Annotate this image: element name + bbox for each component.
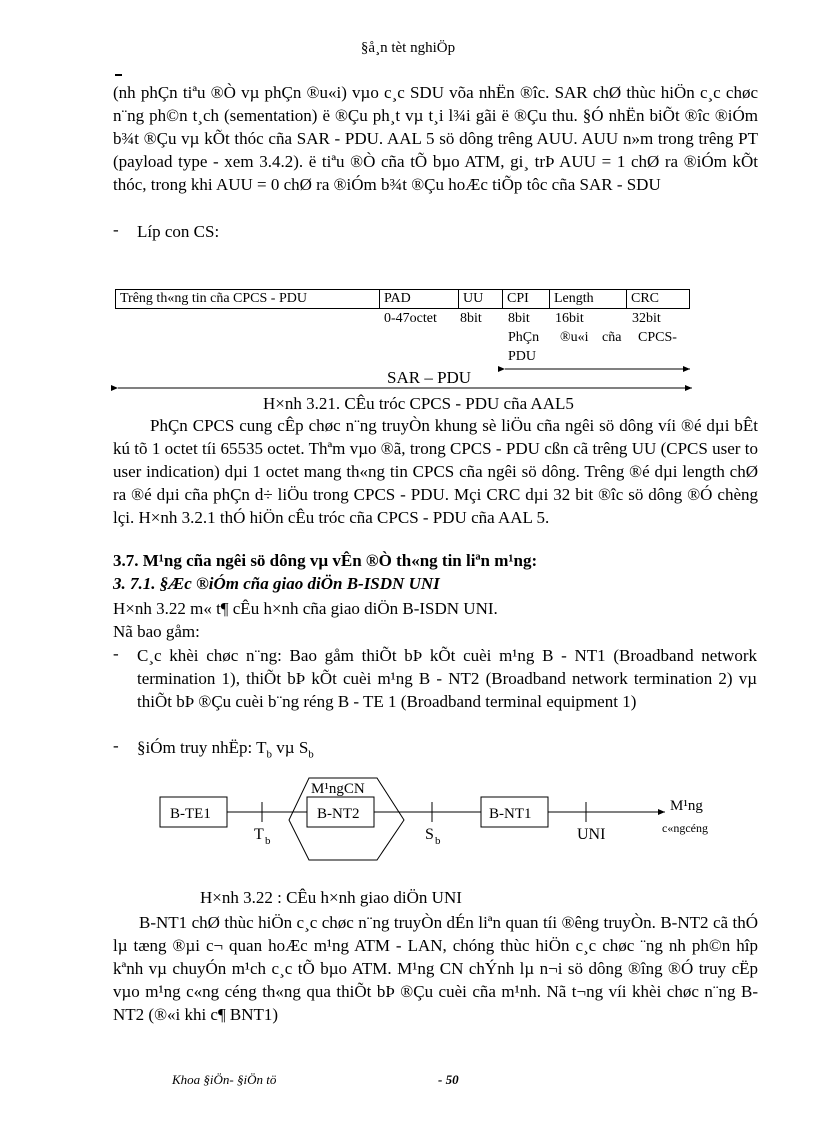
caption-fig-321: H×nh 3.21. CÊu tróc CPCS - PDU cña AAL5 bbox=[263, 394, 574, 413]
bnt1-label: B-NT1 bbox=[489, 806, 532, 822]
public-label: c«ngcéng bbox=[662, 821, 708, 835]
note-duoi: ®u«i bbox=[560, 330, 589, 345]
heading-3-7: 3.7. M¹ng cña ngêi sö dông vµ vÊn ®Ò th«ng tin liªn m¹ng: bbox=[113, 551, 538, 570]
bullet-cs: Líp con CS: bbox=[137, 222, 220, 241]
size-pad: 0-47octet bbox=[384, 311, 437, 326]
size-length: 16bit bbox=[555, 311, 584, 326]
line-nao-bao-gom: Nã bao gåm: bbox=[113, 622, 200, 641]
bullet-dash: - bbox=[113, 220, 119, 239]
footer-faculty: Khoa §iÖn- §iÖn tö bbox=[172, 1072, 277, 1087]
paragraph-sar: (nh phÇn tiªu ®Ò vµ phÇn ®u«i) vµo c¸c SDU võa nhËn ®îc. SAR chØ thùc hiÖn c¸c chøc n¨ng ph©n t¸ch (sementation) ë ®Çu ph¸t vµ t¸i l¾i gãi ë ®Çu thu. §Ó nhËn biÕt ®îc ®iÓm b¾t ®Çu vµ kÕt thóc cña SAR - PDU. AAL 5 sö dông trêng AUU. AUU n»m trong trêng PT (payload type - xem 3.4.2). ë tiªu ®Ò cña tÕ bµo ATM, gi¸ trÞ AUU = 1 chØ ra ®iÓm kÕt thóc, trong khi AUU = 0 chØ ra ®iÓm b¾t ®Çu hoÆc tiÕp tôc cña SAR - SDU bbox=[113, 83, 758, 194]
access-text: §iÓm truy nhËp: T bbox=[137, 738, 267, 757]
bullet-functional-blocks: C¸c khèi chøc n¨ng: Bao gåm thiÕt bÞ kÕt cuèi m¹ng B - NT1 (Broadband network termination 1), thiÕt bÞ kÕt cuèi m¹ng B - NT2 (Broadband network termination 2) vµ thiÕt bÞ ®Çu cuèi b¨ng réng B - TE 1 (Broadband terminal equipment 1) bbox=[137, 646, 757, 711]
access-sub-t: b bbox=[266, 748, 273, 761]
bnt2-label: B-NT2 bbox=[317, 806, 360, 822]
cell-pad: PAD bbox=[380, 290, 459, 309]
cell-uu: UU bbox=[459, 290, 503, 309]
sar-pdu-label: SAR – PDU bbox=[387, 368, 472, 387]
public-network-label: M¹ng bbox=[670, 798, 703, 814]
bte1-label: B-TE1 bbox=[170, 806, 211, 822]
note-cpcs: CPCS- bbox=[638, 330, 677, 345]
line-fig-322: H×nh 3.22 m« t¶ cÊu h×nh cña giao diÖn B-ISDN UNI. bbox=[113, 599, 498, 618]
note-cua: cña bbox=[602, 330, 622, 345]
size-cpi: 8bit bbox=[508, 311, 530, 326]
size-crc: 32bit bbox=[632, 311, 661, 326]
cell-crc: CRC bbox=[627, 290, 690, 309]
heading-3-7-1: 3. 7.1. §Æc ®iÓm cña giao diÖn B-ISDN UNI bbox=[113, 574, 440, 593]
page-header: §å¸n tèt nghiÖp bbox=[360, 40, 456, 56]
tb-label: T bbox=[254, 826, 264, 843]
caption-fig-322: H×nh 3.22 : CÊu h×nh giao diÖn UNI bbox=[200, 888, 462, 907]
access-sub-s: b bbox=[308, 748, 314, 761]
bullet-dash: - bbox=[113, 644, 119, 663]
cell-info-field: Trêng th«ng tin cña CPCS - PDU bbox=[116, 290, 380, 309]
note-phan: PhÇn bbox=[508, 330, 540, 345]
cell-cpi: CPI bbox=[503, 290, 550, 309]
note-pdu: PDU bbox=[508, 349, 537, 364]
access-and: vµ S bbox=[272, 738, 309, 757]
sb-sub: b bbox=[435, 835, 441, 847]
uni-label: UNI bbox=[577, 826, 606, 843]
paragraph-bnt: B-NT1 chØ thùc hiÖn c¸c chøc n¨ng truyÒn dÉn liªn quan tíi ®êng truyÒn. B-NT2 cã thÓ lµ tæng ®µi c¬ quan hoÆc m¹ng ATM - LAN, chóng thùc hiÖn c¸c chøc ¨ng nh ph©n hîp kªnh vµ chuyÓn m¹ch c¸c tÕ bµo ATM. M¹ng CN chÝnh lµ n¬i sö dông ®îng ®Ó truy cËp vµo m¹ng c«ng céng th«ng qua thiÕt bÞ ®Çu cuèi cña m¹nh. Nã t¬ng víi khèi chøc n¨ng B-NT2 (®«i khi c¶ BNT1) bbox=[113, 913, 758, 1024]
cell-length: Length bbox=[550, 290, 627, 309]
tb-sub: b bbox=[265, 835, 271, 847]
private-network-label: M¹ngCN bbox=[311, 781, 365, 797]
footer-page-number: - 50 bbox=[438, 1072, 459, 1087]
sb-label: S bbox=[425, 826, 434, 843]
size-uu: 8bit bbox=[460, 311, 482, 326]
bullet-dash: - bbox=[113, 736, 119, 755]
paragraph-cpcs: PhÇn CPCS cung cÊp chøc n¨ng truyÒn khung sè liÖu cña ngêi sö dông víi ®é dµi bÊt kú tõ 1 octet tíi 65535 octet. Thªm vµo ®ã, trong CPCS - PDU cßn cã trêng UU (CPCS user to user indication) dµi 1 octet mang th«ng tin CPCS cña ngêi sö dông. Trêng ®é dµi length chØ ra ®é dµi cña phÇn d÷ liÖu trong CPCS - PDU. Mçi CRC dµi 32 bit ®îc sö dông ®Ó chèng lçi. H×nh 3.2.1 thÓ hiÖn cÊu tróc cña CPCS - PDU cña AAL 5. bbox=[113, 416, 758, 527]
